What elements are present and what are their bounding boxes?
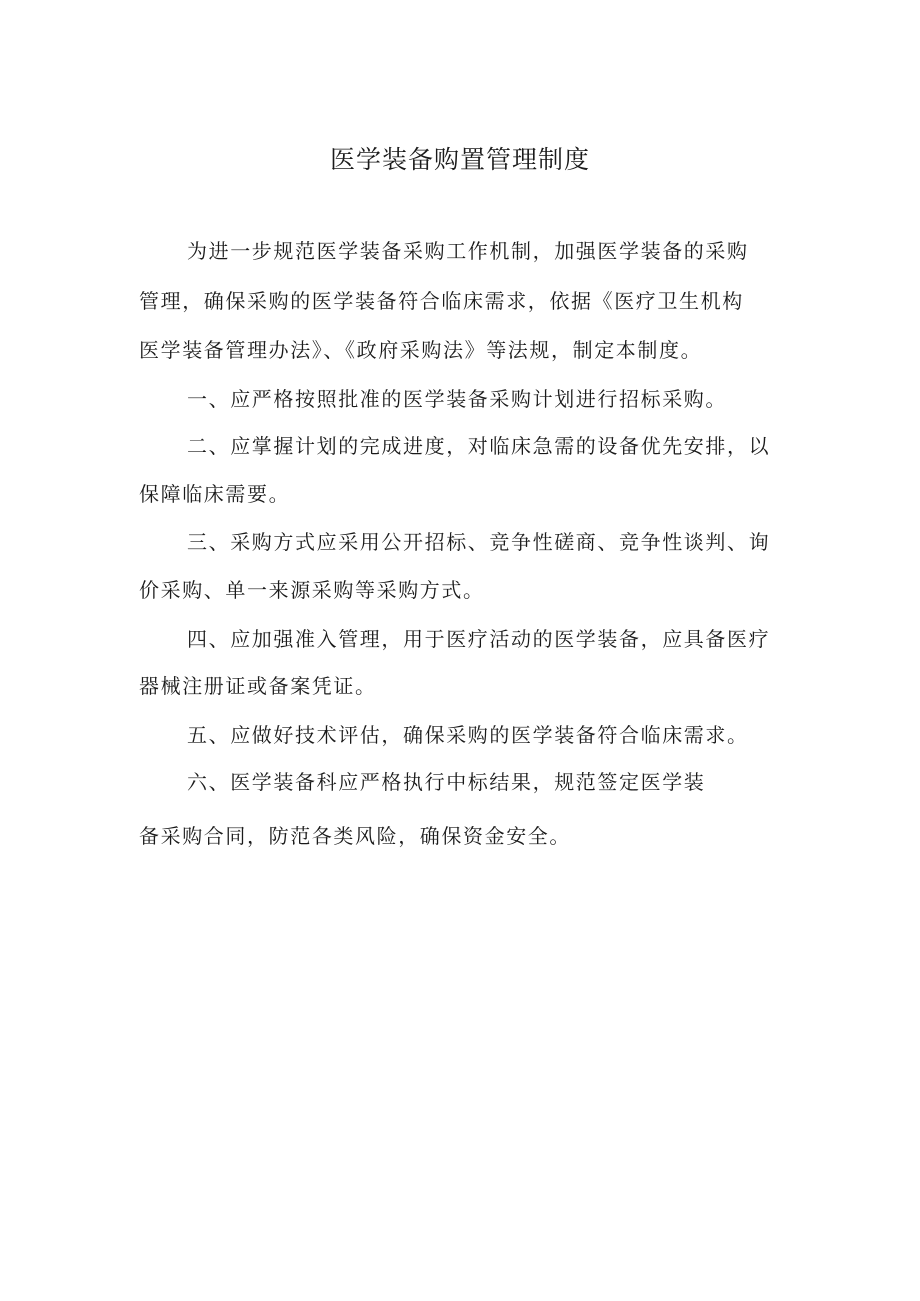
clause-4-line-1: 四、应加强准入管理，用于医疗活动的医学装备，应具备医疗 [187,627,771,651]
clause-2-line-1: 二、应掌握计划的完成进度，对临床急需的设备优先安排，以 [187,434,771,458]
paragraph-1-line-3: 医学装备管理办法》、《政府采购法》等法规，制定本制度。 [139,338,703,362]
clause-3-line-2: 价采购、单一来源采购等采购方式。 [139,578,485,602]
clause-5-line-1: 五、应做好技术评估，确保采购的医学装备符合临床需求。 [187,723,749,747]
clause-4-line-2: 器械注册证或备案凭证。 [139,674,377,698]
clause-1-line-1: 一、应严格按照批准的医学装备采购计划进行招标采购。 [187,387,727,411]
clause-6-line-1: 六、医学装备科应严格执行中标结果，规范签定医学装 [187,770,706,794]
clause-3-line-1: 三、采购方式应采用公开招标、竞争性磋商、竞争性谈判、询 [187,530,771,554]
document-title: 医学装备购置管理制度 [329,145,590,174]
paragraph-1-line-2: 管理，确保采购的医学装备符合临床需求，依据《医疗卫生机构 [139,289,744,313]
clause-6-line-2: 备采购合同，防范各类风险，确保资金安全。 [139,824,571,848]
clause-2-line-2: 保障临床需要。 [139,482,291,506]
paragraph-1-line-1: 为进一步规范医学装备采购工作机制，加强医学装备的采购 [187,239,749,263]
